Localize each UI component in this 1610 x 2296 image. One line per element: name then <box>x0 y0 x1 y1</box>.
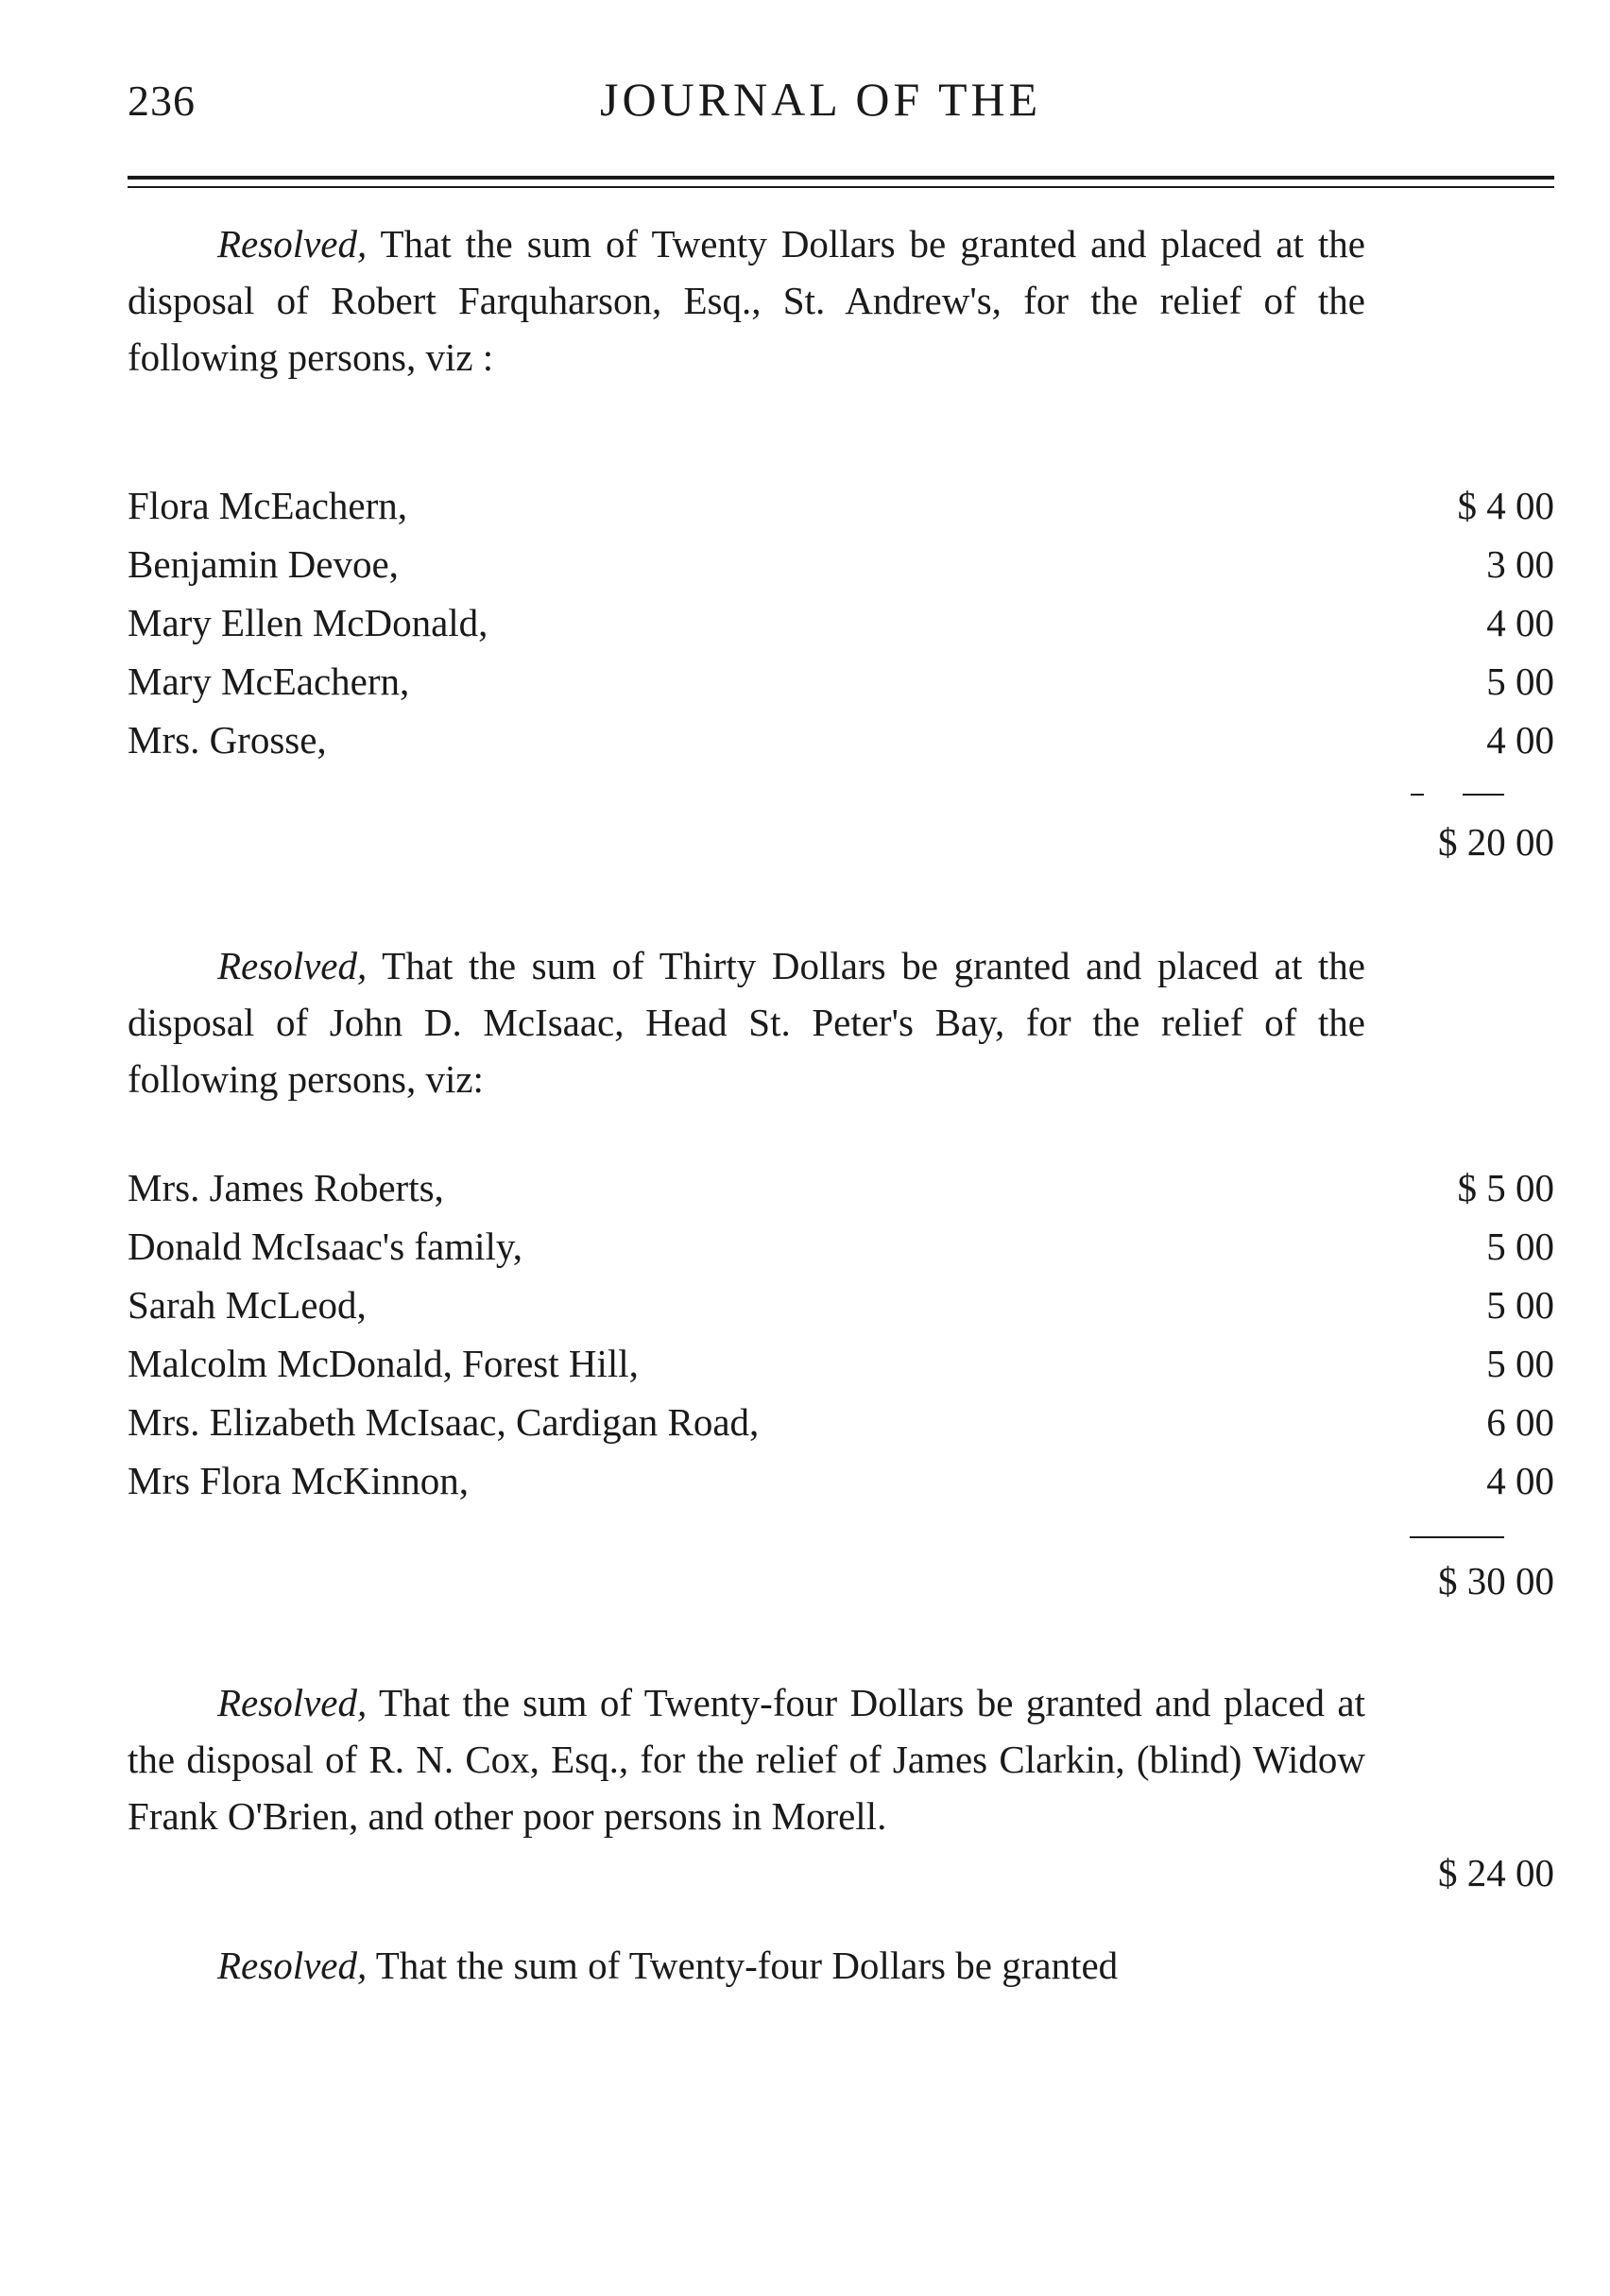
recipient-amount: 4 00 <box>1486 718 1554 762</box>
recipient-amount: 5 00 <box>1486 1225 1554 1268</box>
relief-list-farquharson <box>128 476 1554 769</box>
recipient-name: Benjamin Devoe, <box>128 542 399 586</box>
list-item <box>128 1276 1554 1334</box>
sum-rule <box>1411 794 1424 796</box>
resolution-cox <box>128 1674 1365 1844</box>
list-item <box>128 711 1554 769</box>
recipient-name: Malcolm McDonald, Forest Hill, <box>128 1342 639 1385</box>
section-amount: $ 24 00 <box>1438 1851 1554 1894</box>
resolution-text: That the sum of Twenty-four Dollars be granted <box>367 1944 1119 1987</box>
list-item <box>128 652 1554 711</box>
recipient-amount: 5 00 <box>1486 1342 1554 1385</box>
recipient-amount: 5 00 <box>1486 1283 1554 1327</box>
running-header <box>128 59 1554 144</box>
recipient-name: Mrs. Elizabeth McIsaac, Cardigan Road, <box>128 1400 760 1444</box>
resolution-lead: Resolved, <box>217 1944 368 1987</box>
journal-title: JOURNAL OF THE <box>600 73 1042 126</box>
recipient-name: Sarah McLeod, <box>128 1283 367 1327</box>
resolution-mcisaac <box>128 937 1365 1107</box>
resolution-text: That the sum of Thirty Dollars be granted and placed at the disposal of John D. McIsaac, Head St. Peter's Bay, for the relief of the following persons, viz: <box>128 944 1365 1101</box>
list-item <box>128 476 1554 535</box>
page-number: 236 <box>128 77 196 125</box>
relief-list-mcisaac <box>128 1158 1554 1510</box>
recipient-amount: $ 4 00 <box>1457 484 1554 527</box>
recipient-name: Flora McEachern, <box>128 484 407 527</box>
recipient-name: Donald McIsaac's family, <box>128 1225 523 1268</box>
list-item <box>128 535 1554 593</box>
list-item <box>128 1393 1554 1451</box>
list-item <box>128 1217 1554 1276</box>
resolution-lead: Resolved, <box>217 944 368 987</box>
list-item <box>128 1451 1554 1510</box>
recipient-amount: 5 00 <box>1486 660 1554 703</box>
header-rule-thin <box>128 186 1554 188</box>
resolution-farquharson <box>128 215 1365 386</box>
section-total: $ 20 00 <box>1438 820 1554 864</box>
sum-rule <box>1463 794 1504 796</box>
recipient-name: Mrs. Grosse, <box>128 718 327 762</box>
recipient-amount: 4 00 <box>1486 601 1554 644</box>
resolution-lead: Resolved, <box>217 222 368 266</box>
resolution-text: That the sum of Twenty Dollars be granted and placed at the disposal of Robert Farquharson, Esq., St. Andrew's, for the relief of the following persons, viz : <box>128 222 1365 379</box>
recipient-amount: 4 00 <box>1486 1459 1554 1502</box>
recipient-name: Mary McEachern, <box>128 660 410 703</box>
recipient-amount: $ 5 00 <box>1457 1166 1554 1209</box>
recipient-name: Mrs Flora McKinnon, <box>128 1459 470 1502</box>
recipient-amount: 6 00 <box>1486 1400 1554 1444</box>
list-item <box>128 1158 1554 1217</box>
recipient-name: Mrs. James Roberts, <box>128 1166 444 1209</box>
header-rule <box>128 176 1554 180</box>
resolution-lead: Resolved, <box>217 1681 368 1724</box>
recipient-name: Mary Ellen McDonald, <box>128 601 488 644</box>
resolution-text: That the sum of Twenty-four Dollars be granted and placed at the disposal of R. N. Cox, Esq., for the relief of James Clarkin, (blind) Widow Frank O'Brien, and other poor persons in Morell. <box>128 1681 1365 1838</box>
section-total: $ 30 00 <box>1438 1559 1554 1602</box>
recipient-amount: 3 00 <box>1486 542 1554 586</box>
list-item <box>128 1334 1554 1393</box>
sum-rule <box>1410 1536 1504 1538</box>
list-item <box>128 593 1554 652</box>
resolution-continued <box>128 1937 1365 1994</box>
